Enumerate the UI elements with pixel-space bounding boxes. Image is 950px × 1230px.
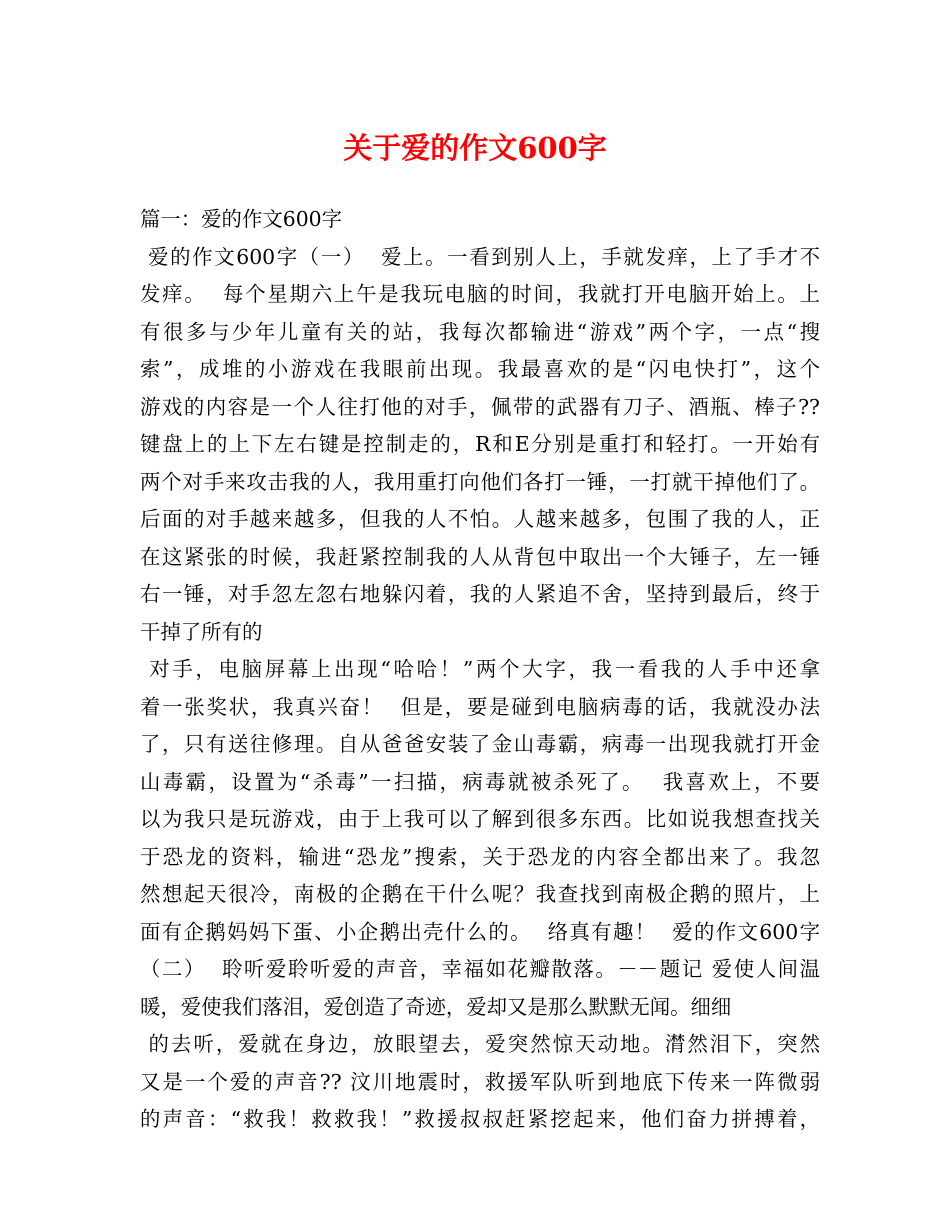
text-line: 暖，爱使我们落泪，爱创造了奇迹，爱却又是那么默默无闻。细细 — [140, 994, 732, 1019]
text-line: 两个对手来攻击我的人，我用重打向他们各打一锤，一打就干掉他们了。 — [140, 469, 820, 494]
text-line: 在这紧张的时候，我赶紧控制我的人从背包中取出一个大锤子，左一锤 — [140, 544, 820, 569]
text-line: 于恐龙的资料，输进“恐龙”搜索，关于恐龙的内容全都出来了。我忽 — [140, 844, 820, 869]
text-line: 有很多与少年儿童有关的站，我每次都输进“游戏”两个字，一点“搜 — [140, 319, 820, 344]
text-line: 索”，成堆的小游戏在我眼前出现。我最喜欢的是“闪电快打”，这个 — [140, 357, 820, 381]
text-line: 篇一：爱的作文600字 — [140, 207, 343, 231]
text-line: 然想起天很冷，南极的企鹅在干什么呢？我查找到南极企鹅的照片，上 — [140, 882, 820, 906]
text-line: 爱的作文600字（一） 爱上。一看到别人上，手就发痒，上了手才不 — [140, 244, 820, 269]
text-line: 着一张奖状，我真兴奋！ 但是，要是碰到电脑病毒的话，我就没办法 — [140, 694, 820, 719]
text-line: 干掉了所有的 — [140, 619, 263, 644]
text-line: 右一锤，对手忽左忽右地躲闪着，我的人紧追不舍，坚持到最后，终于 — [140, 582, 820, 606]
text-line: 对手，电脑屏幕上出现“哈哈！”两个大字，我一看我的人手中还拿 — [140, 657, 820, 681]
text-line: 键盘上的上下左右键是控制走的，R和E分别是重打和轻打。一开始有 — [140, 432, 820, 456]
document-body — [140, 201, 820, 1139]
text-line: 了，只有送往修理。自从爸爸安装了金山毒霸，病毒一出现我就打开金 — [140, 732, 820, 756]
text-line: 的声音：“救我！救救我！”救援叔叔赶紧挖起来，他们奋力拼搏着， — [140, 1107, 820, 1131]
document-title: 关于爱的作文600字 — [343, 131, 607, 165]
text-line: 又是一个爱的声音?? 汶川地震时，救援军队听到地底下传来一阵微弱 — [140, 1069, 820, 1094]
text-line: 以为我只是玩游戏，由于上我可以了解到很多东西。比如说我想查找关 — [140, 807, 820, 831]
text-line: 山毒霸，设置为“杀毒”一扫描，病毒就被杀死了。 我喜欢上，不要 — [140, 769, 820, 794]
text-line: （二） 聆听爱聆听爱的声音，幸福如花瓣散落。－－题记 爱使人间温 — [140, 957, 820, 981]
text-line: 发痒。 每个星期六上午是我玩电脑的时间，我就打开电脑开始上。上 — [140, 282, 820, 306]
text-line: 面有企鹅妈妈下蛋、小企鹅出壳什么的。 络真有趣！ 爱的作文600字 — [140, 919, 820, 944]
text-line: 后面的对手越来越多，但我的人不怕。人越来越多，包围了我的人，正 — [140, 507, 820, 531]
text-line: 游戏的内容是一个人往打他的对手，佩带的武器有刀子、酒瓶、棒子?? — [140, 394, 820, 419]
text-line: 的去听，爱就在身边，放眼望去，爱突然惊天动地。潸然泪下，突然 — [140, 1032, 820, 1056]
